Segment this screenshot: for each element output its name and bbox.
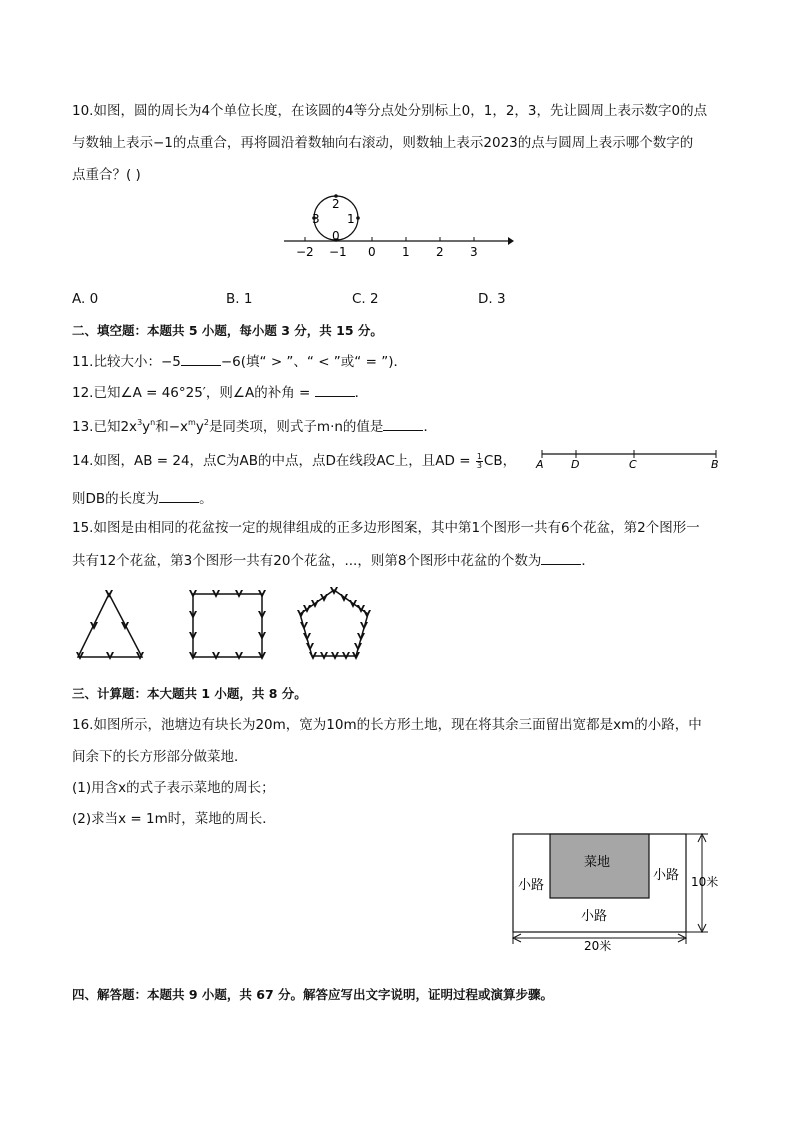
circle-label-0: 0 — [332, 229, 340, 243]
q16-part-1: (1)用含x的式子表示菜地的周长； — [72, 780, 275, 796]
road-bottom-label: 小路 — [581, 909, 608, 924]
q15-line-2: 共有12个花盆，第3个图形一共有20个花盆，...，则第8个图形中花盆的个数为 ． — [72, 550, 595, 571]
section-3-heading: 三、计算题：本大题共 1 小题，共 8 分。 — [72, 686, 307, 701]
q14-segment-figure — [536, 446, 726, 472]
circle-label-2: 2 — [332, 197, 340, 211]
q13: 13.已知$2x^3y^n$和$-x^my^2$是同类项，则式子m·n的值是 ． — [72, 418, 437, 435]
q16-part-2: (2)求当x = 1m时，菜地的周长． — [72, 811, 276, 827]
tick-label: −1 — [329, 245, 347, 259]
q15-blank — [541, 550, 581, 565]
q14-line-2: 则DB的长度为 。 — [72, 488, 213, 509]
q10-line-3: 点重合？( ) — [72, 167, 141, 183]
q13-blank — [383, 416, 423, 431]
tick-label: 0 — [368, 245, 376, 259]
seg-label-b: B — [711, 458, 719, 471]
tick-label: 2 — [436, 245, 444, 259]
q16-line-2: 间余下的长方形部分做菜地． — [72, 749, 248, 765]
q10-line-1: 10.如图，圆的周长为4个单位长度，在该圆的4等分点处分别标上0，1，2，3，先让圆周上表示数字0的点 — [72, 103, 708, 119]
q10-option-c: C. 2 — [352, 291, 379, 307]
seg-label-c: C — [629, 458, 637, 471]
q16-line-1: 16.如图所示，池塘边有块长为20m，宽为10m的长方形土地，现在将其余三面留出宽都是xm的小路，中 — [72, 717, 702, 733]
circle-label-3: 3 — [312, 212, 320, 226]
q14-line-1: 14.如图，AB = 24，点C为AB的中点，点D在线段AC上，且AD = $\frac{1}{3}$ CB， — [72, 451, 517, 470]
width-label: 10米 — [691, 875, 719, 889]
circle-label-1: 1 — [347, 212, 355, 226]
q12: 12.已知∠A = 46°25′，则∠A的补角 = ． — [72, 382, 368, 403]
seg-label-d: D — [571, 458, 580, 471]
road-right-label: 小路 — [653, 868, 680, 883]
road-left-label: 小路 — [518, 878, 545, 893]
q10-option-d: D. 3 — [478, 291, 506, 307]
q10-number-line-figure — [280, 190, 520, 265]
q10-option-b: B. 1 — [226, 291, 253, 307]
seg-label-a: A — [536, 458, 544, 471]
section-4-heading: 四、解答题：本题共 9 小题，共 67 分。解答应写出文字说明，证明过程或演算步骤。 — [72, 987, 554, 1002]
tick-label: 1 — [402, 245, 410, 259]
q11: 11.比较大小：−5 −6(填“ > ”、“ < ”或“ = ”)． — [72, 351, 407, 372]
q12-blank — [315, 382, 355, 397]
q16-garden-figure — [508, 828, 738, 954]
fraction-one-third: $\frac{1}{3}$ — [476, 451, 482, 470]
tick-label: 3 — [470, 245, 478, 259]
q14-blank — [159, 488, 199, 503]
tick-label: −2 — [296, 245, 314, 259]
section-2-heading: 二、填空题：本题共 5 小题，每小题 3 分，共 15 分。 — [72, 323, 383, 338]
q15-line-1: 15.如图是由相同的花盆按一定的规律组成的正多边形图案，其中第1个图形一共有6个花盆，第2个图形一 — [72, 520, 700, 536]
q10-line-2: 与数轴上表示−1的点重合，再将圆沿着数轴向右滚动，则数轴上表示2023的点与圆周上表示哪个数字的 — [72, 135, 694, 151]
q15-flowerpot-patterns — [70, 584, 390, 666]
q10-option-a: A. 0 — [72, 291, 99, 307]
q11-blank — [181, 351, 221, 366]
garden-label: 菜地 — [584, 855, 611, 870]
length-label: 20米 — [584, 939, 612, 953]
